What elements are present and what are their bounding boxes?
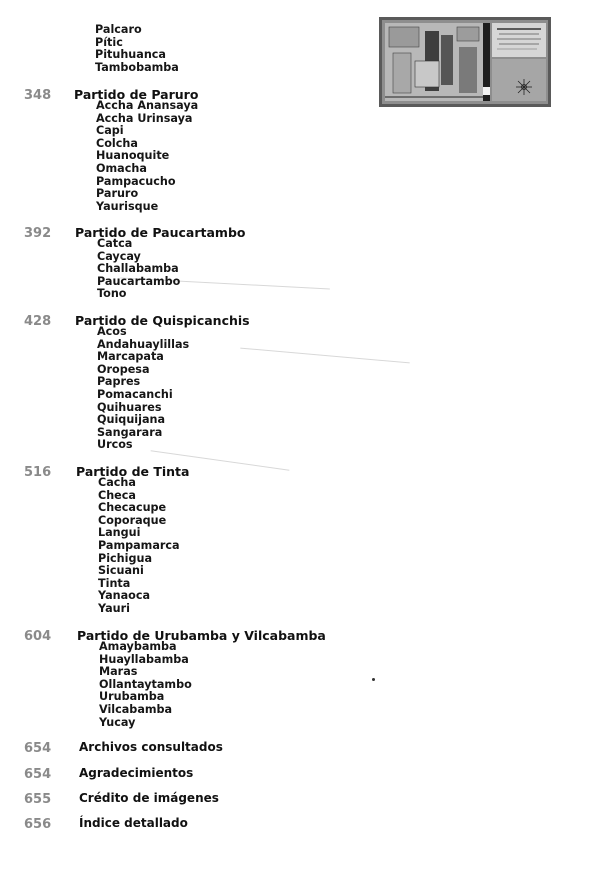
toc-subitem: Huayllabamba — [99, 652, 189, 666]
toc-subitem: Papres — [97, 375, 141, 389]
toc-subitem: Tinta — [98, 576, 131, 590]
toc-page-number: 654 — [24, 767, 52, 782]
toc-subitem: Vilcabamba — [99, 702, 173, 716]
toc-subitem: Pampacucho — [96, 174, 176, 188]
toc-subitem: Caycay — [97, 249, 141, 263]
toc-subitem: Ollantaytambo — [99, 677, 192, 691]
historic-plan-illustration-icon — [379, 17, 551, 107]
toc-subitem: Palcaro — [95, 23, 142, 36]
toc-section-title: Partido de Paucartambo — [75, 225, 246, 240]
toc-subitem: Urcos — [97, 438, 133, 452]
toc-section-title: Partido de Tinta — [76, 464, 190, 479]
toc-subitem: Sangarara — [97, 425, 163, 439]
toc-section-title: Partido de Paruro — [74, 87, 199, 102]
toc-subitem: Acos — [97, 325, 127, 338]
scan-speck — [372, 678, 375, 681]
toc-subitem: Marcapata — [97, 350, 164, 364]
toc-subitem: Yaurisque — [96, 199, 159, 213]
toc-subitem: Langui — [98, 526, 141, 540]
toc-subitem: Yanaoca — [98, 589, 151, 603]
toc-page-number: 604 — [24, 629, 52, 644]
toc-appendix-title: Archivos consultados — [79, 740, 223, 754]
toc-subitem: Maras — [99, 665, 138, 679]
toc-subitem: Catca — [97, 237, 133, 250]
toc-subitem: Pituhuanca — [95, 48, 166, 62]
toc-appendix-title: Crédito de imágenes — [79, 791, 219, 805]
toc-subitem: Tambobamba — [95, 60, 179, 74]
toc-subitem: Yauri — [98, 601, 130, 615]
toc-section-title: Partido de Quispicanchis — [75, 313, 250, 328]
toc-subitem: Yucay — [99, 715, 136, 729]
toc-subitem: Quihuares — [97, 400, 162, 414]
toc-subitem: Huanoquite — [96, 149, 170, 163]
toc-subitem: Checacupe — [98, 501, 167, 515]
toc-subitem: Accha Urinsaya — [96, 111, 193, 125]
toc-page-number: 516 — [24, 465, 52, 480]
toc-subitem: Pichigua — [98, 551, 152, 565]
toc-subitem: Oropesa — [97, 362, 150, 376]
toc-subitem: Pomacanchi — [97, 387, 173, 401]
toc-subitem: Paucartambo — [97, 274, 181, 288]
toc-subitem: Urubamba — [99, 690, 165, 704]
toc-page-number: 428 — [24, 314, 52, 329]
toc-page-number: 348 — [24, 88, 52, 103]
toc-subitem: Paruro — [96, 187, 139, 201]
toc-subitem: Andahuaylillas — [97, 337, 190, 351]
toc-appendix-title: Agradecimientos — [79, 766, 194, 780]
toc-subitem: Pític — [95, 35, 123, 49]
toc-page-number: 655 — [24, 792, 52, 807]
toc-subitem: Cacha — [98, 476, 136, 489]
toc-section-title: Partido de Urubamba y Vilcabamba — [77, 628, 326, 643]
toc-subitem: Capi — [96, 124, 124, 138]
toc-subitem: Amaybamba — [99, 640, 177, 653]
toc-subitem: Checa — [98, 488, 136, 502]
toc-subitem: Tono — [97, 287, 127, 301]
toc-subitem: Coporaque — [98, 513, 167, 527]
scan-smear — [240, 348, 409, 364]
toc-subitem: Pampamarca — [98, 538, 180, 552]
toc-subitem: Challabamba — [97, 262, 179, 276]
toc-appendix-title: Índice detallado — [79, 816, 188, 830]
toc-subitem: Quiquijana — [97, 413, 166, 427]
toc-subitem: Omacha — [96, 161, 147, 175]
toc-subitem: Sicuani — [98, 564, 144, 578]
toc-subitem: Accha Anansaya — [96, 99, 199, 112]
toc-page-number: 656 — [24, 817, 52, 832]
toc-page-number: 392 — [24, 226, 52, 241]
toc-page-number: 654 — [24, 741, 52, 756]
toc-subitem: Colcha — [96, 136, 138, 150]
